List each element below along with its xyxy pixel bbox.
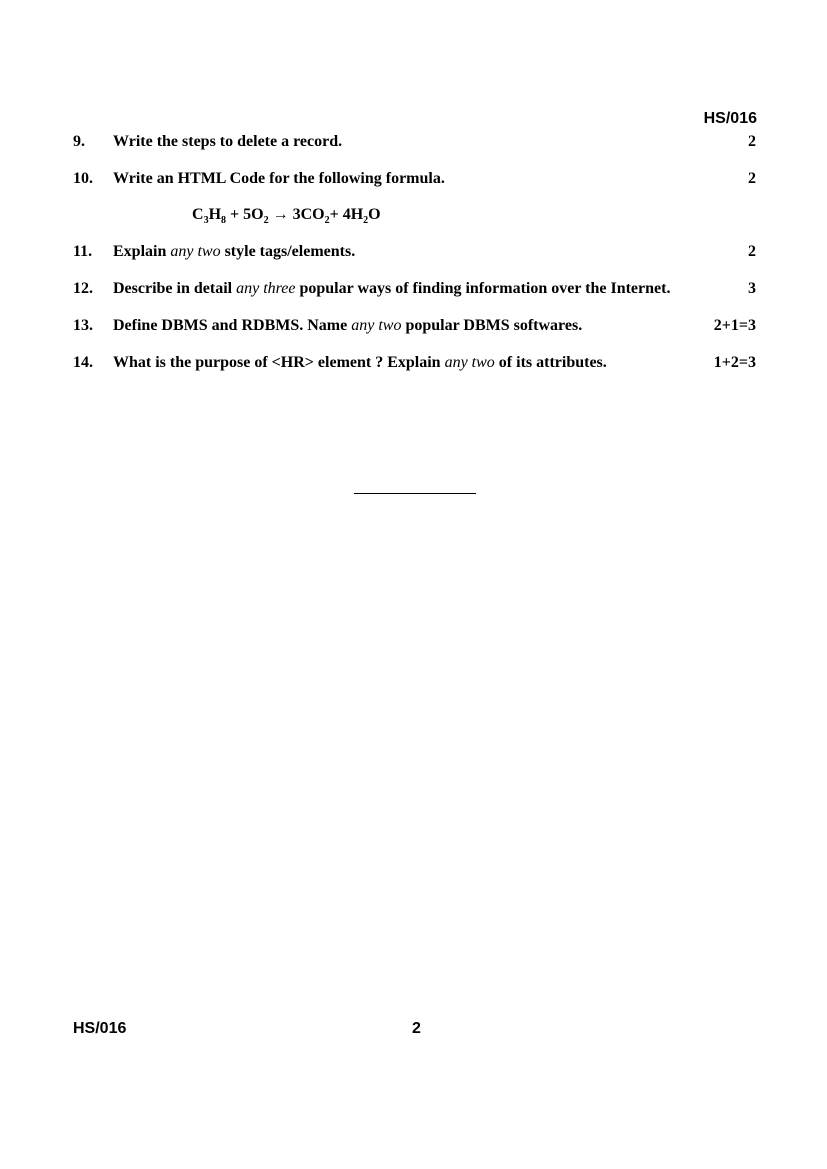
question-marks: 1+2=3 bbox=[713, 354, 756, 371]
question-number: 14. bbox=[73, 354, 93, 371]
question-10 bbox=[73, 170, 756, 192]
question-text: Explain any two style tags/elements. bbox=[113, 243, 356, 260]
chemical-formula: $C_3H_8 + 5O_2 \to 3CO_2+ 4H_2O$ bbox=[192, 206, 381, 226]
question-number: 11. bbox=[73, 243, 93, 260]
question-number: 9. bbox=[73, 133, 85, 150]
question-13 bbox=[73, 317, 756, 339]
question-marks: 2+1=3 bbox=[713, 317, 756, 334]
question-text: Define DBMS and RDBMS. Name any two popular DBMS softwares. bbox=[113, 317, 583, 334]
question-text: Write the steps to delete a record. bbox=[113, 133, 343, 150]
question-14 bbox=[73, 354, 756, 376]
question-9 bbox=[73, 133, 756, 155]
question-number: 12. bbox=[73, 280, 93, 297]
question-12 bbox=[73, 280, 756, 302]
question-text: Write an HTML Code for the following formula. bbox=[113, 170, 445, 187]
end-divider bbox=[354, 493, 476, 494]
question-number: 10. bbox=[73, 170, 93, 187]
question-text: What is the purpose of <HR> element ? Explain any two of its attributes. bbox=[113, 354, 607, 371]
question-marks: 2 bbox=[748, 243, 756, 260]
question-11 bbox=[73, 243, 756, 265]
paper-code-footer: HS/016 bbox=[73, 1020, 127, 1037]
question-text: Describe in detail any three popular ways of finding information over the Internet. bbox=[113, 280, 671, 297]
question-marks: 2 bbox=[748, 133, 756, 150]
question-number: 13. bbox=[73, 317, 93, 334]
paper-code-header: HS/016 bbox=[703, 110, 757, 127]
page-number: 2 bbox=[412, 1020, 421, 1037]
question-marks: 3 bbox=[748, 280, 756, 297]
question-marks: 2 bbox=[748, 170, 756, 187]
